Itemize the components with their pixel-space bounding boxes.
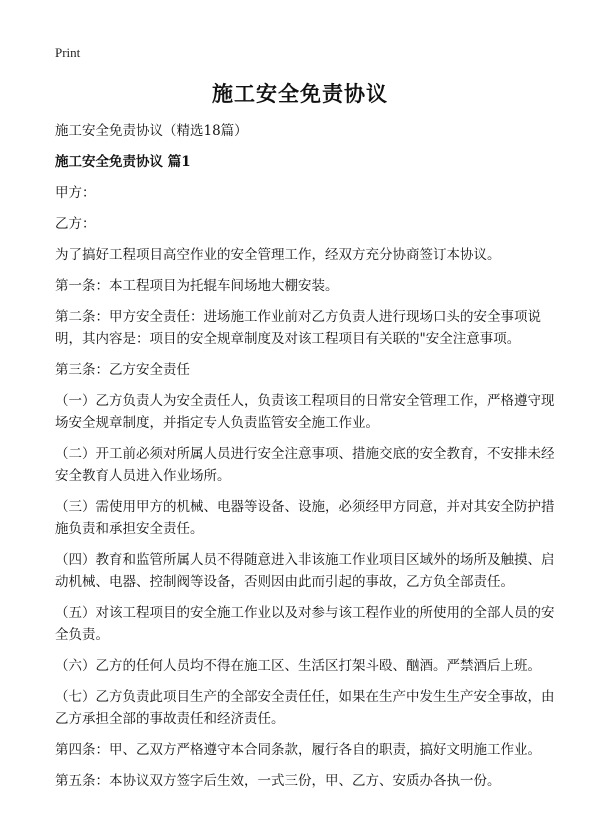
section-heading: 施工安全免责协议 篇1 xyxy=(55,154,191,170)
party-b-line: 乙方： xyxy=(55,216,96,232)
intro-paragraph: 为了搞好工程项目高空作业的安全管理工作，经双方充分协商签订本协议。 xyxy=(55,247,501,263)
clause-2: （二）开工前必须对所属人员进行安全注意事项、措施交底的安全教育，不安排未经安全教育人员进入作业场所。 xyxy=(55,446,555,484)
clause-3: （三）需使用甲方的机械、电器等设备、设施，必须经甲方同意，并对其安全防护措施负责和承担安全责任。 xyxy=(55,499,555,537)
clause-7: （七）乙方负责此项目生产的全部安全责任任，如果在生产中发生生产安全事故，由乙方承担全部的事故责任和经济责任。 xyxy=(55,689,555,727)
article-1: 第一条：本工程项目为托辊车间场地大棚安装。 xyxy=(55,278,339,294)
document-body xyxy=(55,120,555,801)
party-a-line: 甲方： xyxy=(55,185,96,201)
print-label[interactable]: Print xyxy=(55,45,81,60)
article-2: 第二条：甲方安全责任：进场施工作业前对乙方负责人进行现场口头的安全事项说明，其内容是：项目的安全规章制度及对该工程项目有关联的"安全注意事项。 xyxy=(55,309,541,347)
document-subtitle: 施工安全免责协议（精选18篇） xyxy=(55,123,248,139)
article-5: 第五条：本协议双方签字后生效，一式三份，甲、乙方、安质办各执一份。 xyxy=(55,773,501,789)
clause-5: （五）对该工程项目的安全施工作业以及对参与该工程作业的所使用的全部人员的安全负责。 xyxy=(55,605,555,643)
clause-6: （六）乙方的任何人员均不得在施工区、生活区打架斗殴、酗酒。严禁酒后上班。 xyxy=(55,658,541,674)
clause-4: （四）教育和监管所属人员不得随意进入非该施工作业项目区域外的场所及触摸、启动机械、电器、控制阀等设备，否则因由此而引起的事故，乙方负全部责任。 xyxy=(55,552,555,590)
document-title: 施工安全免责协议 xyxy=(212,81,388,106)
clause-1: （一）乙方负责人为安全责任人，负责该工程项目的日常安全管理工作，严格遵守现场安全规章制度，并指定专人负责监管安全施工作业。 xyxy=(55,393,555,431)
article-3: 第三条：乙方安全责任 xyxy=(55,362,190,378)
article-4: 第四条：甲、乙双方严格遵守本合同条款，履行各自的职责，搞好文明施工作业。 xyxy=(55,742,541,758)
